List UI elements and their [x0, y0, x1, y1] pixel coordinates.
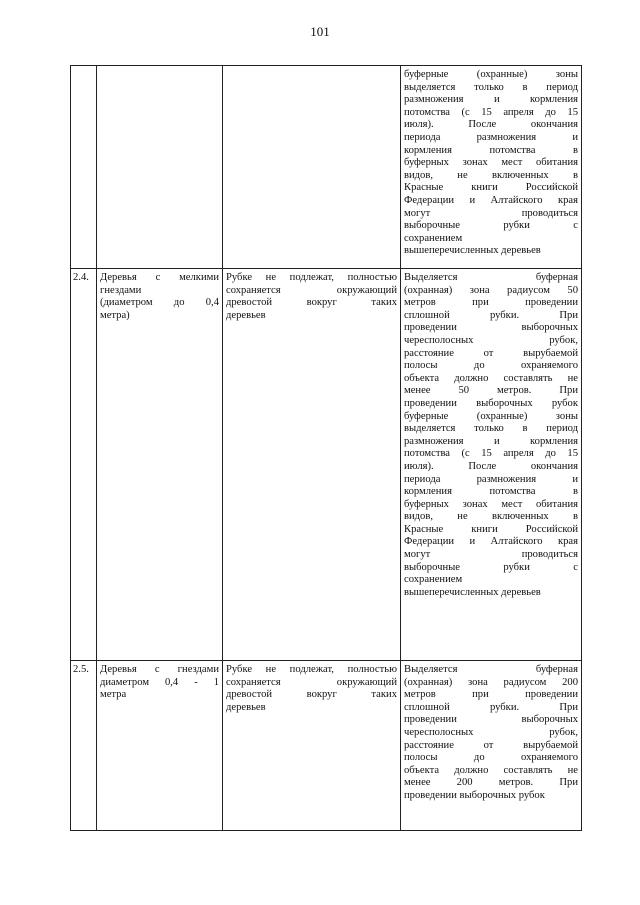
zone-cell	[401, 661, 582, 831]
text-line: могут проводиться	[404, 549, 578, 561]
table-row	[71, 661, 582, 831]
page-number: 101	[310, 24, 330, 39]
text-line: Рубке не подлежат, полностью	[226, 664, 397, 675]
text-line: периода размножения и	[404, 131, 578, 143]
text-line: буферных зонах мест обитания	[404, 498, 578, 510]
row-number-cell: 2.4.	[71, 269, 97, 661]
text-line: потомства (с 15 апреля до 15	[404, 448, 578, 460]
text-line: сплошной рубки. При	[404, 701, 578, 713]
text-line: менее 50 метров. При	[404, 385, 578, 397]
table-row	[71, 66, 582, 269]
text-line: сохранением	[404, 232, 463, 244]
row-number-cell	[71, 66, 97, 269]
text-line: метра)	[100, 309, 130, 321]
text-line: вышеперечисленных деревьев	[404, 586, 541, 598]
text-line: Красные книги Российской	[404, 182, 578, 194]
text-line: расстояние от вырубаемой	[404, 347, 578, 359]
text-line: древостой вокруг таких	[226, 689, 397, 701]
text-line: полосы до охраняемого	[404, 360, 578, 372]
text-line: (диаметром до 0,4	[100, 297, 219, 309]
text-line: Деревья с мелкими	[100, 272, 219, 283]
text-line: видов, не включенных в	[404, 169, 578, 181]
text-line: объекта должно составлять не	[404, 764, 578, 776]
measure-cell	[223, 66, 401, 269]
text-line: выделяется только в период	[404, 423, 578, 435]
text-line: объекта должно составлять не	[404, 372, 578, 384]
text-line: метров при проведении	[404, 297, 578, 309]
text-line: древостой вокруг таких	[226, 297, 397, 309]
text-line: гнездами	[100, 284, 142, 296]
row-number-cell: 2.5.	[71, 661, 97, 831]
text-line: выделяется только в период	[404, 81, 578, 93]
text-line: деревьев	[226, 309, 266, 321]
text-line: вышеперечисленных деревьев	[404, 245, 541, 257]
text-line: размножения и кормления	[404, 435, 578, 447]
text-line: июля). После окончания	[404, 460, 578, 472]
text-line: выборочные рубки с	[404, 561, 578, 573]
text-line: чересполосных рубок,	[404, 726, 578, 738]
text-line: деревьев	[226, 701, 266, 713]
text-line: Федерации и Алтайского края	[404, 194, 578, 206]
text-line: полосы до охраняемого	[404, 752, 578, 764]
object-cell	[97, 269, 223, 661]
text-line: чересполосных рубок,	[404, 334, 578, 346]
text-line: диаметром 0,4 - 1	[100, 676, 219, 688]
text-line: Красные книги Российской	[404, 523, 578, 535]
text-line: проведении выборочных рубок	[404, 789, 545, 801]
measure-cell	[223, 661, 401, 831]
text-line: размножения и кормления	[404, 94, 578, 106]
text-line: буферные (охранные) зоны	[404, 410, 578, 422]
measure-cell	[223, 269, 401, 661]
text-line: видов, не включенных в	[404, 511, 578, 523]
zone-cell	[401, 66, 582, 269]
text-line: сохранением	[404, 574, 463, 586]
requirements-table	[70, 65, 582, 831]
text-line: (охранная) зона радиусом 50	[404, 284, 578, 296]
text-line: проведении выборочных	[404, 714, 578, 726]
text-line: июля). После окончания	[404, 119, 578, 131]
text-line: Федерации и Алтайского края	[404, 536, 578, 548]
text-line: могут проводиться	[404, 207, 578, 219]
text-line: кормления потомства в	[404, 144, 578, 156]
text-line: Рубке не подлежат, полностью	[226, 272, 397, 283]
text-line: менее 200 метров. При	[404, 777, 578, 789]
text-line: Деревья с гнездами	[100, 664, 219, 675]
text-line: потомства (с 15 апреля до 15	[404, 106, 578, 118]
text-line: проведении выборочных рубок	[404, 397, 578, 409]
text-line: сохраняется окружающий	[226, 676, 397, 688]
text-line: сплошной рубки. При	[404, 309, 578, 321]
text-line: буферные (охранные) зоны	[404, 69, 578, 80]
text-line: Выделяется буферная	[404, 664, 578, 675]
table-row	[71, 269, 582, 661]
text-line: (охранная) зона радиусом 200	[404, 676, 578, 688]
text-line: метров при проведении	[404, 689, 578, 701]
zone-cell	[401, 269, 582, 661]
text-line: выборочные рубки с	[404, 220, 578, 232]
object-cell	[97, 66, 223, 269]
text-line: расстояние от вырубаемой	[404, 739, 578, 751]
text-line: метра	[100, 689, 127, 701]
text-line: сохраняется окружающий	[226, 284, 397, 296]
text-line: кормления потомства в	[404, 486, 578, 498]
text-line: периода размножения и	[404, 473, 578, 485]
text-line: проведении выборочных	[404, 322, 578, 334]
text-line: буферных зонах мест обитания	[404, 157, 578, 169]
text-line: Выделяется буферная	[404, 272, 578, 283]
object-cell	[97, 661, 223, 831]
